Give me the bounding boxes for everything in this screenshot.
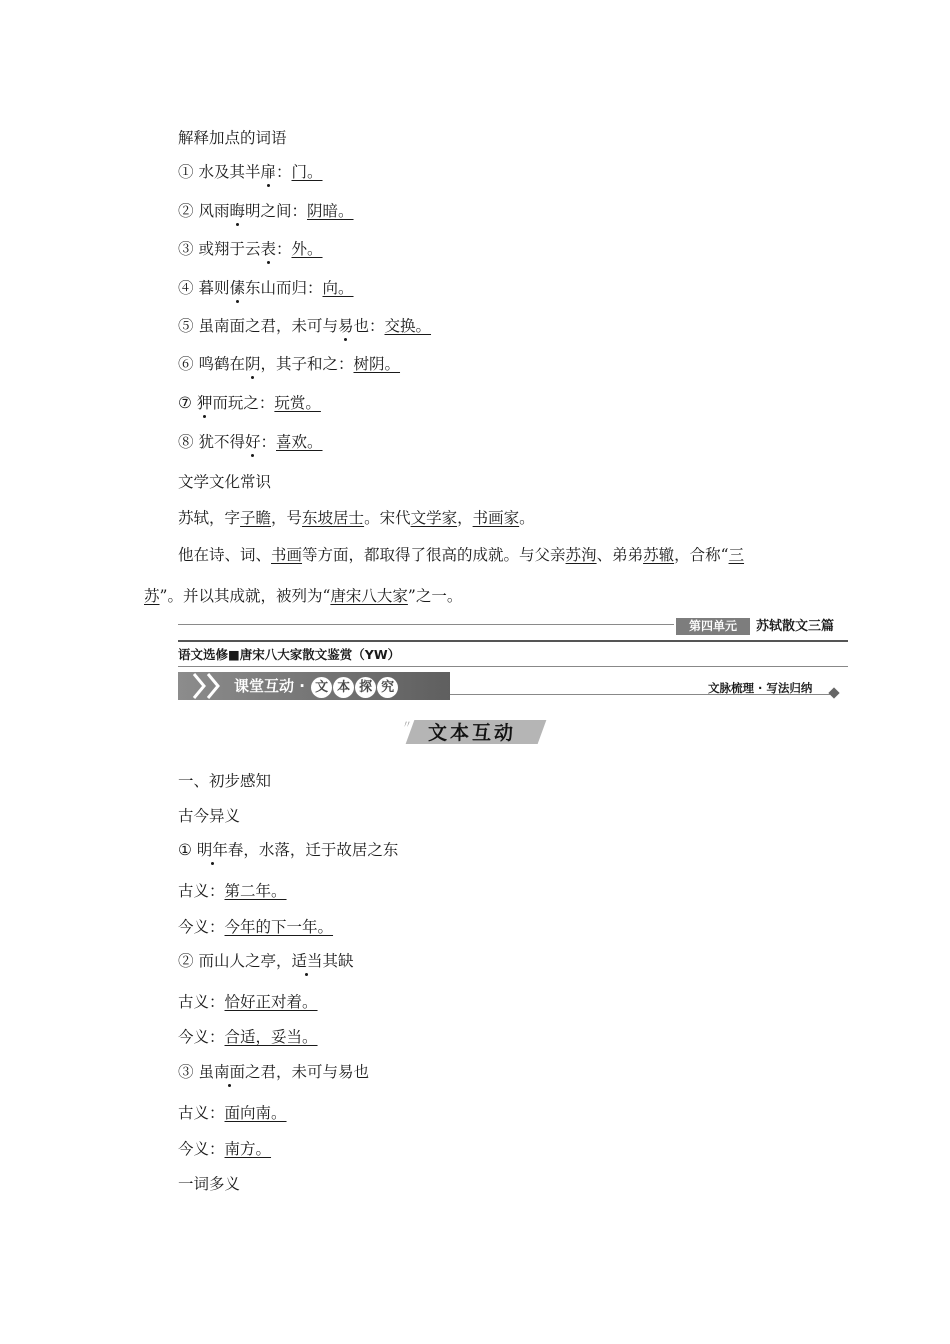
explain-item-8: ⑧ 犹不得好：喜欢。 — [178, 432, 337, 452]
answer: 门。 — [291, 163, 323, 181]
explain-item-6: ⑥ 鸣鹤在阴，其子和之：树阴。 — [178, 354, 414, 374]
ancient-meaning-3: 古义：面向南。 — [178, 1104, 287, 1122]
ancient-meaning-1: 古义：第二年。 — [178, 882, 287, 900]
example-sentence-3: ③ 虽南面之君，未可与易也 — [178, 1063, 369, 1081]
answer: 向。 — [322, 279, 354, 297]
banner-subtitle: 文脉梳理 · 写法归纳 — [708, 681, 813, 695]
explain-item-5: ⑤ 虽南面之君，未可与易也：交换。 — [178, 316, 445, 336]
modern-meaning-3: 今义：南方。 — [178, 1140, 272, 1158]
explain-item-2: ② 风雨晦明之间：阴暗。 — [178, 201, 368, 221]
top-rule — [178, 624, 674, 625]
heading-explain: 解释加点的词语 — [178, 129, 287, 147]
heading-polysemy: 一词多义 — [178, 1175, 241, 1193]
heading-ancient-modern: 古今异义 — [178, 807, 241, 825]
heading-perception: 一、初步感知 — [178, 772, 272, 790]
explain-item-7: ⑦ 狎而玩之：玩赏。 — [178, 393, 335, 413]
explain-item-1: ① 水及其半扉：门。 — [178, 162, 337, 182]
explain-item-4: ④ 暮则傃东山而归：向。 — [178, 278, 368, 298]
answer: 外。 — [291, 240, 323, 258]
answer: 交换。 — [384, 317, 432, 335]
banner-title: 课堂互动 · 文 本 探 究 — [234, 676, 398, 698]
culture-line-2: 他在诗、词、书画等方面，都取得了很高的成就。与父亲苏洵、弟弟苏辙，合称“三 — [178, 546, 745, 564]
culture-line-3: 苏”。并以其成就，被列为“唐宋八大家”之一。 — [144, 587, 463, 605]
section-title: 文本互动 — [428, 722, 517, 744]
diamond-icon — [828, 687, 839, 698]
heading-culture: 文学文化常识 — [178, 473, 272, 491]
unit-badge: 第四单元 — [676, 618, 750, 635]
answer: 树阴。 — [353, 355, 401, 373]
culture-line-1: 苏轼，字子瞻，号东坡居士。宋代文学家，书画家。 — [178, 509, 535, 527]
course-rule — [178, 666, 848, 667]
ancient-meaning-2: 古义：恰好正对着。 — [178, 993, 318, 1011]
chevron-right-icon — [192, 672, 206, 700]
section-banner — [178, 672, 450, 700]
section-tag — [404, 716, 546, 744]
answer: 阴暗。 — [307, 202, 354, 220]
answer: 喜欢。 — [276, 433, 323, 451]
example-sentence-1: ① 明年春，水落，迁于故居之东 — [178, 841, 399, 859]
modern-meaning-2: 今义：合适，妥当。 — [178, 1028, 318, 1046]
quote-mark-icon: 〃 — [402, 720, 412, 731]
header-rule — [178, 640, 848, 642]
modern-meaning-1: 今义：今年的下一年。 — [178, 918, 334, 936]
course-title: 语文选修■唐宋八大家散文鉴赏（YW） — [178, 647, 401, 662]
explain-item-3: ③ 或翔于云表：外。 — [178, 239, 337, 259]
example-sentence-2: ② 而山人之亭，适当其缺 — [178, 952, 354, 970]
unit-title: 苏轼散文三篇 — [756, 619, 835, 634]
answer: 玩赏。 — [274, 394, 321, 412]
chevron-right-icon — [206, 672, 220, 700]
